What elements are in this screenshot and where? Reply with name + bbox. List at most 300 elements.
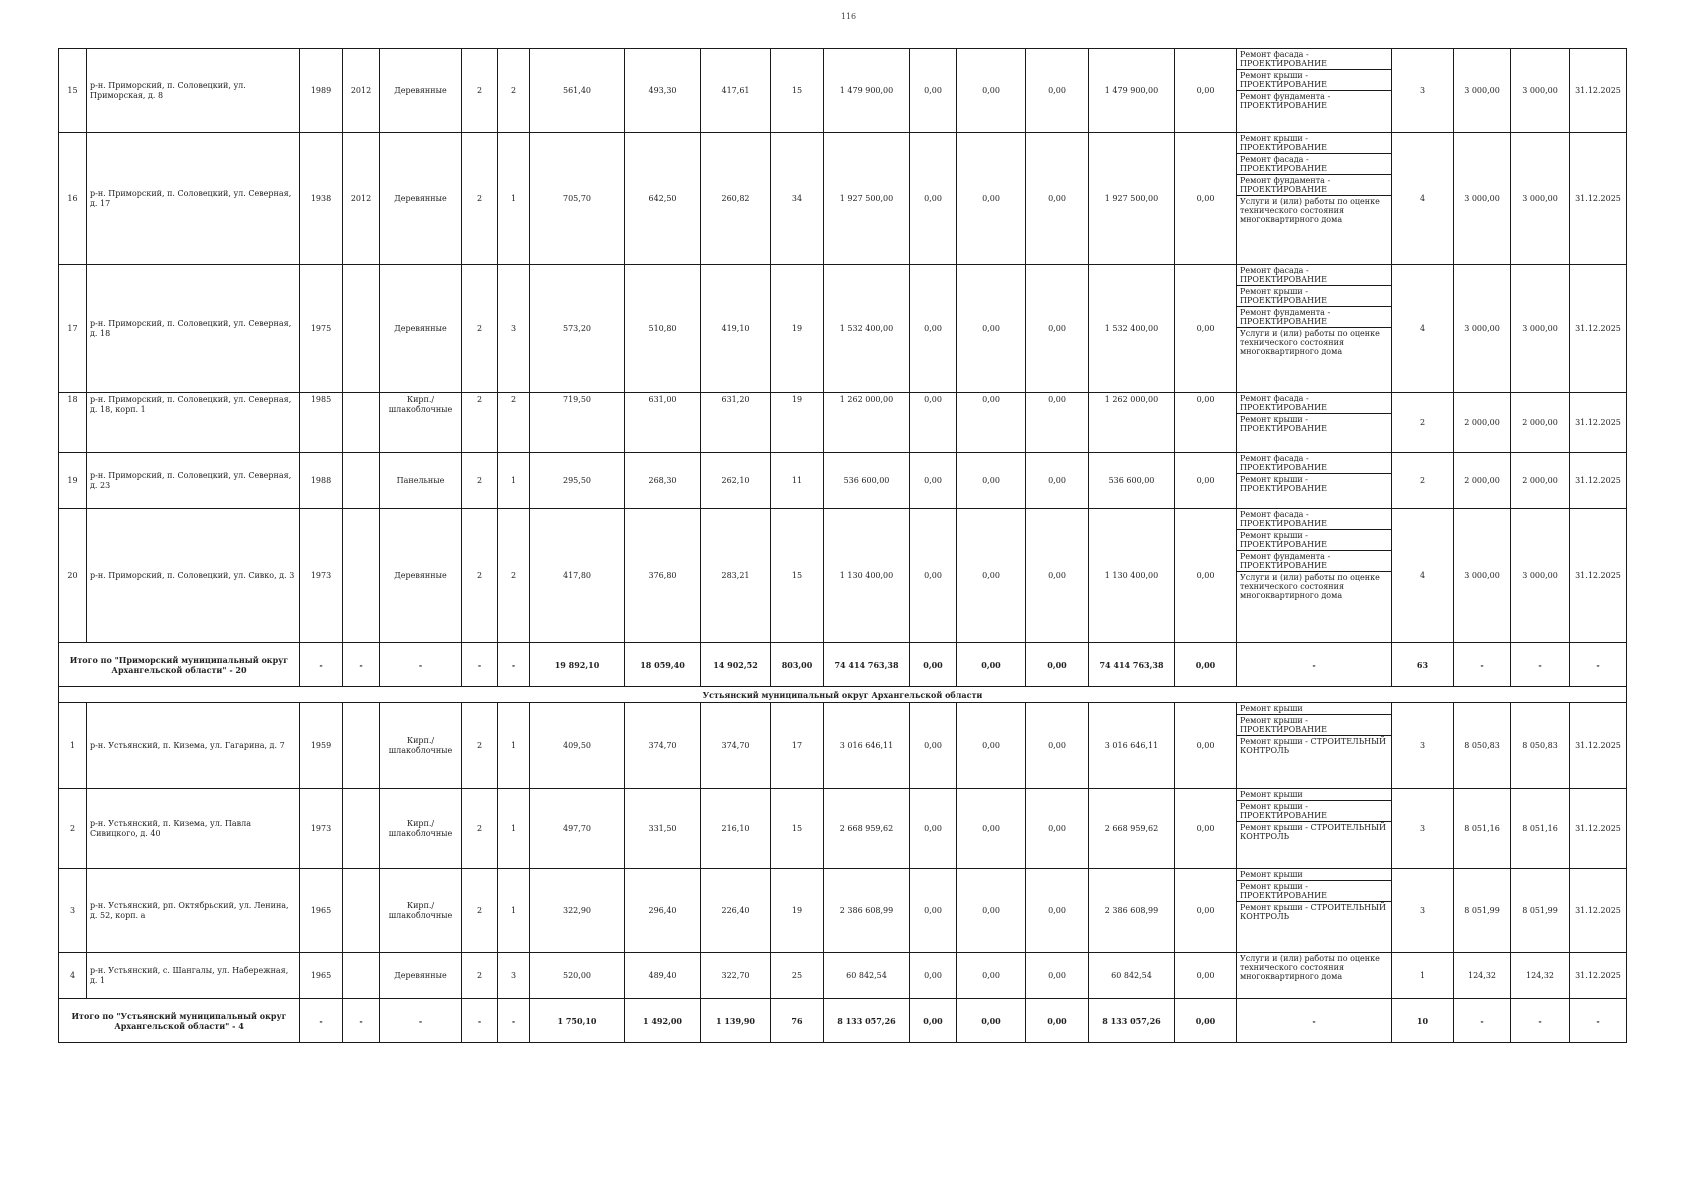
total-unit-limit-cell: - bbox=[1511, 643, 1570, 687]
total-fund-owners-cell: 74 414 763,38 bbox=[1089, 643, 1175, 687]
work-item: Ремонт крыши - ПРОЕКТИРОВАНИЕ bbox=[1240, 475, 1327, 493]
fund-fed-cell: 0,00 bbox=[910, 265, 957, 393]
area-living-cell: 489,40 bbox=[625, 953, 701, 999]
fund-owners-cell: 2 668 959,62 bbox=[1089, 789, 1175, 869]
year-built-cell: 1973 bbox=[300, 789, 343, 869]
year-overhaul-cell: 2012 bbox=[343, 49, 380, 133]
area-living-cell: 374,70 bbox=[625, 703, 701, 789]
row-number-cell: 2 bbox=[59, 789, 87, 869]
area-living-cell: 631,00 bbox=[625, 393, 701, 453]
fund-fed-cell: 0,00 bbox=[910, 869, 957, 953]
walls-cell: Кирп./ шлакоблочные bbox=[380, 789, 462, 869]
work-item: Ремонт крыши - СТРОИТЕЛЬНЫЙ КОНТРОЛЬ bbox=[1240, 903, 1386, 921]
year-built-cell: 1973 bbox=[300, 509, 343, 643]
deadline-cell: 31.12.2025 bbox=[1570, 703, 1627, 789]
works-count-cell: 3 bbox=[1392, 789, 1454, 869]
works-cell bbox=[1237, 49, 1392, 133]
fund-mun-cell: 0,00 bbox=[1026, 703, 1089, 789]
residents-cell: 15 bbox=[771, 49, 824, 133]
table-row bbox=[59, 703, 1627, 789]
address-cell: р-н. Приморский, п. Соловецкий, ул. Северная, д. 17 bbox=[87, 133, 300, 265]
fund-fed-cell: 0,00 bbox=[910, 789, 957, 869]
deadline-cell: 31.12.2025 bbox=[1570, 265, 1627, 393]
total-works-count-cell: 10 bbox=[1392, 999, 1454, 1043]
work-item: Ремонт фундамента - ПРОЕКТИРОВАНИЕ bbox=[1240, 92, 1331, 110]
cost-total-cell: 1 130 400,00 bbox=[824, 509, 910, 643]
works-count-cell: 4 bbox=[1392, 133, 1454, 265]
table-row bbox=[59, 265, 1627, 393]
walls-cell: Кирп./ шлакоблочные bbox=[380, 869, 462, 953]
residents-cell: 15 bbox=[771, 789, 824, 869]
area-residential-cell: 322,70 bbox=[701, 953, 771, 999]
deadline-cell: 31.12.2025 bbox=[1570, 133, 1627, 265]
fund-mun-cell: 0,00 bbox=[1026, 49, 1089, 133]
fund-other-cell: 0,00 bbox=[1175, 703, 1237, 789]
total-works-cell: - bbox=[1237, 999, 1392, 1043]
fund-reg-cell: 0,00 bbox=[957, 509, 1026, 643]
area-total-cell: 561,40 bbox=[530, 49, 625, 133]
unit-cost-cell: 8 051,16 bbox=[1454, 789, 1511, 869]
address-cell: р-н. Устьянский, с. Шангалы, ул. Набережная, д. 1 bbox=[87, 953, 300, 999]
entrances-cell: 1 bbox=[498, 789, 530, 869]
unit-cost-cell: 2 000,00 bbox=[1454, 393, 1511, 453]
residents-cell: 19 bbox=[771, 265, 824, 393]
works-cell bbox=[1237, 393, 1392, 453]
area-total-cell: 705,70 bbox=[530, 133, 625, 265]
fund-mun-cell: 0,00 bbox=[1026, 133, 1089, 265]
works-cell bbox=[1237, 869, 1392, 953]
unit-cost-cell: 3 000,00 bbox=[1454, 49, 1511, 133]
fund-reg-cell: 0,00 bbox=[957, 789, 1026, 869]
unit-cost-cell: 124,32 bbox=[1454, 953, 1511, 999]
row-number-cell: 3 bbox=[59, 869, 87, 953]
work-item: Ремонт крыши - ПРОЕКТИРОВАНИЕ bbox=[1240, 415, 1327, 433]
total-fund-other-cell: 0,00 bbox=[1175, 643, 1237, 687]
entrances-cell: 1 bbox=[498, 453, 530, 509]
residents-cell: 19 bbox=[771, 869, 824, 953]
work-item: Услуги и (или) работы по оценке технического состояния многоквартирного дома bbox=[1240, 954, 1380, 981]
table-row bbox=[59, 133, 1627, 265]
works-count-cell: 4 bbox=[1392, 265, 1454, 393]
work-item: Ремонт фасада - ПРОЕКТИРОВАНИЕ bbox=[1237, 265, 1391, 286]
works-list bbox=[1237, 133, 1391, 225]
residents-cell: 11 bbox=[771, 453, 824, 509]
fund-reg-cell: 0,00 bbox=[957, 869, 1026, 953]
work-item: Ремонт крыши - ПРОЕКТИРОВАНИЕ bbox=[1237, 715, 1391, 736]
fund-other-cell: 0,00 bbox=[1175, 869, 1237, 953]
work-item: Ремонт фундамента - ПРОЕКТИРОВАНИЕ bbox=[1237, 307, 1391, 328]
area-residential-cell: 216,10 bbox=[701, 789, 771, 869]
total-deadline-cell: - bbox=[1570, 643, 1627, 687]
total-row bbox=[59, 999, 1627, 1043]
residents-cell: 25 bbox=[771, 953, 824, 999]
total-works-count-cell: 63 bbox=[1392, 643, 1454, 687]
total-cost-total-cell: 74 414 763,38 bbox=[824, 643, 910, 687]
fund-reg-cell: 0,00 bbox=[957, 393, 1026, 453]
area-living-cell: 268,30 bbox=[625, 453, 701, 509]
address-cell: р-н. Устьянский, рп. Октябрьский, ул. Ленина, д. 52, корп. а bbox=[87, 869, 300, 953]
area-total-cell: 322,90 bbox=[530, 869, 625, 953]
area-living-cell: 642,50 bbox=[625, 133, 701, 265]
year-overhaul-cell bbox=[343, 453, 380, 509]
row-number-cell: 4 bbox=[59, 953, 87, 999]
fund-reg-cell: 0,00 bbox=[957, 453, 1026, 509]
fund-fed-cell: 0,00 bbox=[910, 509, 957, 643]
fund-mun-cell: 0,00 bbox=[1026, 265, 1089, 393]
table-row bbox=[59, 509, 1627, 643]
walls-cell: Кирп./ шлакоблочные bbox=[380, 393, 462, 453]
work-item: Ремонт крыши bbox=[1237, 703, 1391, 715]
year-overhaul-cell bbox=[343, 265, 380, 393]
row-number-cell: 15 bbox=[59, 49, 87, 133]
works-cell bbox=[1237, 453, 1392, 509]
unit-limit-cell: 8 050,83 bbox=[1511, 703, 1570, 789]
section-title-cell: Устьянский муниципальный округ Архангельской области bbox=[59, 687, 1627, 703]
cost-total-cell: 536 600,00 bbox=[824, 453, 910, 509]
area-residential-cell: 631,20 bbox=[701, 393, 771, 453]
total-area-total-cell: 1 750,10 bbox=[530, 999, 625, 1043]
fund-other-cell: 0,00 bbox=[1175, 49, 1237, 133]
total-works-cell: - bbox=[1237, 643, 1392, 687]
total-cost-total-cell: 8 133 057,26 bbox=[824, 999, 910, 1043]
unit-cost-cell: 3 000,00 bbox=[1454, 133, 1511, 265]
fund-reg-cell: 0,00 bbox=[957, 49, 1026, 133]
area-living-cell: 296,40 bbox=[625, 869, 701, 953]
address-cell: р-н. Приморский, п. Соловецкий, ул. Приморская, д. 8 bbox=[87, 49, 300, 133]
work-item: Ремонт крыши bbox=[1237, 789, 1391, 801]
unit-limit-cell: 3 000,00 bbox=[1511, 265, 1570, 393]
residents-cell: 17 bbox=[771, 703, 824, 789]
walls-cell: Панельные bbox=[380, 453, 462, 509]
year-overhaul-cell bbox=[343, 703, 380, 789]
walls-cell: Деревянные bbox=[380, 509, 462, 643]
area-residential-cell: 283,21 bbox=[701, 509, 771, 643]
walls-cell: Деревянные bbox=[380, 133, 462, 265]
fund-mun-cell: 0,00 bbox=[1026, 453, 1089, 509]
work-item: Ремонт крыши - ПРОЕКТИРОВАНИЕ bbox=[1237, 286, 1391, 307]
entrances-cell: 1 bbox=[498, 703, 530, 789]
area-living-cell: 331,50 bbox=[625, 789, 701, 869]
floors-cell: 2 bbox=[462, 49, 498, 133]
table-row bbox=[59, 869, 1627, 953]
fund-fed-cell: 0,00 bbox=[910, 453, 957, 509]
area-residential-cell: 419,10 bbox=[701, 265, 771, 393]
area-total-cell: 497,70 bbox=[530, 789, 625, 869]
unit-cost-cell: 2 000,00 bbox=[1454, 453, 1511, 509]
fund-fed-cell: 0,00 bbox=[910, 703, 957, 789]
residents-cell: 19 bbox=[771, 393, 824, 453]
year-built-cell: 1938 bbox=[300, 133, 343, 265]
unit-cost-cell: 3 000,00 bbox=[1454, 509, 1511, 643]
works-count-cell: 4 bbox=[1392, 509, 1454, 643]
fund-owners-cell: 1 130 400,00 bbox=[1089, 509, 1175, 643]
floors-cell: 2 bbox=[462, 393, 498, 453]
area-total-cell: 295,50 bbox=[530, 453, 625, 509]
total-year-overhaul-cell: - bbox=[343, 999, 380, 1043]
deadline-cell: 31.12.2025 bbox=[1570, 393, 1627, 453]
works-list bbox=[1237, 953, 1391, 982]
year-overhaul-cell bbox=[343, 393, 380, 453]
row-number-cell: 17 bbox=[59, 265, 87, 393]
entrances-cell: 2 bbox=[498, 509, 530, 643]
area-residential-cell: 260,82 bbox=[701, 133, 771, 265]
unit-limit-cell: 3 000,00 bbox=[1511, 509, 1570, 643]
total-floors-cell: - bbox=[462, 643, 498, 687]
fund-other-cell: 0,00 bbox=[1175, 953, 1237, 999]
year-built-cell: 1985 bbox=[300, 393, 343, 453]
cost-total-cell: 3 016 646,11 bbox=[824, 703, 910, 789]
deadline-cell: 31.12.2025 bbox=[1570, 953, 1627, 999]
fund-mun-cell: 0,00 bbox=[1026, 869, 1089, 953]
total-fund-fed-cell: 0,00 bbox=[910, 643, 957, 687]
total-fund-reg-cell: 0,00 bbox=[957, 999, 1026, 1043]
work-item: Ремонт фундамента - ПРОЕКТИРОВАНИЕ bbox=[1237, 551, 1391, 572]
walls-cell: Кирп./ шлакоблочные bbox=[380, 703, 462, 789]
total-walls-cell: - bbox=[380, 643, 462, 687]
cost-total-cell: 2 386 608,99 bbox=[824, 869, 910, 953]
total-area-living-cell: 18 059,40 bbox=[625, 643, 701, 687]
address-cell: р-н. Устьянский, п. Кизема, ул. Гагарина, д. 7 bbox=[87, 703, 300, 789]
row-number-cell: 19 bbox=[59, 453, 87, 509]
fund-mun-cell: 0,00 bbox=[1026, 789, 1089, 869]
total-label-cell: Итого по "Устьянский муниципальный округ Архангельской области" - 4 bbox=[59, 999, 300, 1043]
fund-fed-cell: 0,00 bbox=[910, 393, 957, 453]
work-item: Услуги и (или) работы по оценке технического состояния многоквартирного дома bbox=[1240, 329, 1380, 356]
work-item: Ремонт крыши - ПРОЕКТИРОВАНИЕ bbox=[1237, 133, 1391, 154]
total-fund-other-cell: 0,00 bbox=[1175, 999, 1237, 1043]
work-item: Ремонт крыши - ПРОЕКТИРОВАНИЕ bbox=[1237, 70, 1391, 91]
unit-limit-cell: 8 051,16 bbox=[1511, 789, 1570, 869]
row-number-cell: 16 bbox=[59, 133, 87, 265]
table-row bbox=[59, 49, 1627, 133]
total-label-cell: Итого по "Приморский муниципальный округ Архангельской области" - 20 bbox=[59, 643, 300, 687]
floors-cell: 2 bbox=[462, 703, 498, 789]
total-area-total-cell: 19 892,10 bbox=[530, 643, 625, 687]
work-item: Ремонт фасада - ПРОЕКТИРОВАНИЕ bbox=[1237, 154, 1391, 175]
fund-reg-cell: 0,00 bbox=[957, 265, 1026, 393]
area-residential-cell: 226,40 bbox=[701, 869, 771, 953]
year-built-cell: 1965 bbox=[300, 953, 343, 999]
table-row bbox=[59, 453, 1627, 509]
total-fund-mun-cell: 0,00 bbox=[1026, 643, 1089, 687]
total-area-residential-cell: 14 902,52 bbox=[701, 643, 771, 687]
fund-fed-cell: 0,00 bbox=[910, 133, 957, 265]
total-area-living-cell: 1 492,00 bbox=[625, 999, 701, 1043]
row-number-cell: 1 bbox=[59, 703, 87, 789]
row-number-cell: 18 bbox=[59, 393, 87, 453]
unit-limit-cell: 124,32 bbox=[1511, 953, 1570, 999]
year-built-cell: 1988 bbox=[300, 453, 343, 509]
fund-reg-cell: 0,00 bbox=[957, 133, 1026, 265]
row-number-cell: 20 bbox=[59, 509, 87, 643]
total-year-built-cell: - bbox=[300, 643, 343, 687]
fund-owners-cell: 1 927 500,00 bbox=[1089, 133, 1175, 265]
deadline-cell: 31.12.2025 bbox=[1570, 453, 1627, 509]
unit-cost-cell: 3 000,00 bbox=[1454, 265, 1511, 393]
area-residential-cell: 417,61 bbox=[701, 49, 771, 133]
address-cell: р-н. Приморский, п. Соловецкий, ул. Сивко, д. 3 bbox=[87, 509, 300, 643]
unit-limit-cell: 8 051,99 bbox=[1511, 869, 1570, 953]
unit-limit-cell: 2 000,00 bbox=[1511, 393, 1570, 453]
area-total-cell: 719,50 bbox=[530, 393, 625, 453]
unit-cost-cell: 8 051,99 bbox=[1454, 869, 1511, 953]
entrances-cell: 1 bbox=[498, 133, 530, 265]
works-list bbox=[1237, 869, 1391, 922]
work-item: Ремонт крыши - СТРОИТЕЛЬНЫЙ КОНТРОЛЬ bbox=[1240, 823, 1386, 841]
works-count-cell: 2 bbox=[1392, 453, 1454, 509]
unit-limit-cell: 3 000,00 bbox=[1511, 49, 1570, 133]
works-count-cell: 3 bbox=[1392, 703, 1454, 789]
work-item: Ремонт крыши - ПРОЕКТИРОВАНИЕ bbox=[1237, 530, 1391, 551]
address-cell: р-н. Приморский, п. Соловецкий, ул. Северная, д. 18 bbox=[87, 265, 300, 393]
area-total-cell: 573,20 bbox=[530, 265, 625, 393]
works-list bbox=[1237, 265, 1391, 357]
work-item: Ремонт фасада - ПРОЕКТИРОВАНИЕ bbox=[1237, 393, 1391, 414]
year-built-cell: 1965 bbox=[300, 869, 343, 953]
work-item: Услуги и (или) работы по оценке технического состояния многоквартирного дома bbox=[1240, 197, 1380, 224]
works-cell bbox=[1237, 703, 1392, 789]
cost-total-cell: 2 668 959,62 bbox=[824, 789, 910, 869]
fund-fed-cell: 0,00 bbox=[910, 953, 957, 999]
table-row bbox=[59, 393, 1627, 453]
total-unit-cost-cell: - bbox=[1454, 643, 1511, 687]
cost-total-cell: 1 262 000,00 bbox=[824, 393, 910, 453]
floors-cell: 2 bbox=[462, 869, 498, 953]
fund-other-cell: 0,00 bbox=[1175, 393, 1237, 453]
total-year-overhaul-cell: - bbox=[343, 643, 380, 687]
walls-cell: Деревянные bbox=[380, 265, 462, 393]
unit-limit-cell: 3 000,00 bbox=[1511, 133, 1570, 265]
cost-total-cell: 1 479 900,00 bbox=[824, 49, 910, 133]
deadline-cell: 31.12.2025 bbox=[1570, 789, 1627, 869]
deadline-cell: 31.12.2025 bbox=[1570, 509, 1627, 643]
works-list bbox=[1237, 703, 1391, 756]
unit-limit-cell: 2 000,00 bbox=[1511, 453, 1570, 509]
works-list bbox=[1237, 789, 1391, 842]
fund-reg-cell: 0,00 bbox=[957, 953, 1026, 999]
fund-owners-cell: 1 479 900,00 bbox=[1089, 49, 1175, 133]
residents-cell: 15 bbox=[771, 509, 824, 643]
fund-owners-cell: 1 532 400,00 bbox=[1089, 265, 1175, 393]
works-count-cell: 2 bbox=[1392, 393, 1454, 453]
cost-total-cell: 60 842,54 bbox=[824, 953, 910, 999]
fund-fed-cell: 0,00 bbox=[910, 49, 957, 133]
total-fund-reg-cell: 0,00 bbox=[957, 643, 1026, 687]
section-row bbox=[59, 687, 1627, 703]
address-cell: р-н. Приморский, п. Соловецкий, ул. Северная, д. 23 bbox=[87, 453, 300, 509]
deadline-cell: 31.12.2025 bbox=[1570, 49, 1627, 133]
fund-owners-cell: 3 016 646,11 bbox=[1089, 703, 1175, 789]
total-floors-cell: - bbox=[462, 999, 498, 1043]
unit-cost-cell: 8 050,83 bbox=[1454, 703, 1511, 789]
floors-cell: 2 bbox=[462, 265, 498, 393]
work-item: Ремонт крыши - ПРОЕКТИРОВАНИЕ bbox=[1237, 801, 1391, 822]
total-entrances-cell: - bbox=[498, 999, 530, 1043]
floors-cell: 2 bbox=[462, 789, 498, 869]
total-residents-cell: 76 bbox=[771, 999, 824, 1043]
fund-other-cell: 0,00 bbox=[1175, 133, 1237, 265]
works-cell bbox=[1237, 265, 1392, 393]
works-cell bbox=[1237, 133, 1392, 265]
floors-cell: 2 bbox=[462, 953, 498, 999]
year-built-cell: 1959 bbox=[300, 703, 343, 789]
fund-owners-cell: 536 600,00 bbox=[1089, 453, 1175, 509]
total-unit-limit-cell: - bbox=[1511, 999, 1570, 1043]
work-item: Ремонт фасада - ПРОЕКТИРОВАНИЕ bbox=[1237, 509, 1391, 530]
area-living-cell: 376,80 bbox=[625, 509, 701, 643]
total-area-residential-cell: 1 139,90 bbox=[701, 999, 771, 1043]
overhaul-register-table bbox=[58, 48, 1627, 1043]
work-item: Ремонт крыши - СТРОИТЕЛЬНЫЙ КОНТРОЛЬ bbox=[1240, 737, 1386, 755]
year-built-cell: 1989 bbox=[300, 49, 343, 133]
works-list bbox=[1237, 393, 1391, 434]
works-cell bbox=[1237, 953, 1392, 999]
fund-reg-cell: 0,00 bbox=[957, 703, 1026, 789]
fund-mun-cell: 0,00 bbox=[1026, 509, 1089, 643]
year-overhaul-cell: 2012 bbox=[343, 133, 380, 265]
address-cell: р-н. Приморский, п. Соловецкий, ул. Северная, д. 18, корп. 1 bbox=[87, 393, 300, 453]
works-count-cell: 3 bbox=[1392, 869, 1454, 953]
total-entrances-cell: - bbox=[498, 643, 530, 687]
entrances-cell: 3 bbox=[498, 265, 530, 393]
residents-cell: 34 bbox=[771, 133, 824, 265]
fund-other-cell: 0,00 bbox=[1175, 509, 1237, 643]
works-cell bbox=[1237, 789, 1392, 869]
fund-owners-cell: 60 842,54 bbox=[1089, 953, 1175, 999]
total-fund-fed-cell: 0,00 bbox=[910, 999, 957, 1043]
fund-owners-cell: 1 262 000,00 bbox=[1089, 393, 1175, 453]
area-living-cell: 510,80 bbox=[625, 265, 701, 393]
fund-owners-cell: 2 386 608,99 bbox=[1089, 869, 1175, 953]
total-row bbox=[59, 643, 1627, 687]
total-deadline-cell: - bbox=[1570, 999, 1627, 1043]
year-overhaul-cell bbox=[343, 953, 380, 999]
works-list bbox=[1237, 453, 1391, 494]
area-living-cell: 493,30 bbox=[625, 49, 701, 133]
total-fund-mun-cell: 0,00 bbox=[1026, 999, 1089, 1043]
works-cell bbox=[1237, 509, 1392, 643]
fund-other-cell: 0,00 bbox=[1175, 789, 1237, 869]
cost-total-cell: 1 927 500,00 bbox=[824, 133, 910, 265]
fund-mun-cell: 0,00 bbox=[1026, 953, 1089, 999]
floors-cell: 2 bbox=[462, 509, 498, 643]
page-number: 116 bbox=[840, 12, 857, 21]
area-total-cell: 409,50 bbox=[530, 703, 625, 789]
area-total-cell: 417,80 bbox=[530, 509, 625, 643]
year-overhaul-cell bbox=[343, 789, 380, 869]
deadline-cell: 31.12.2025 bbox=[1570, 869, 1627, 953]
works-list bbox=[1237, 49, 1391, 111]
total-residents-cell: 803,00 bbox=[771, 643, 824, 687]
walls-cell: Деревянные bbox=[380, 953, 462, 999]
entrances-cell: 2 bbox=[498, 393, 530, 453]
works-list bbox=[1237, 509, 1391, 601]
year-overhaul-cell bbox=[343, 509, 380, 643]
area-residential-cell: 262,10 bbox=[701, 453, 771, 509]
fund-other-cell: 0,00 bbox=[1175, 453, 1237, 509]
area-total-cell: 520,00 bbox=[530, 953, 625, 999]
table-row bbox=[59, 789, 1627, 869]
year-built-cell: 1975 bbox=[300, 265, 343, 393]
work-item: Услуги и (или) работы по оценке технического состояния многоквартирного дома bbox=[1240, 573, 1380, 600]
total-walls-cell: - bbox=[380, 999, 462, 1043]
works-count-cell: 1 bbox=[1392, 953, 1454, 999]
address-cell: р-н. Устьянский, п. Кизема, ул. Павла Сивицкого, д. 40 bbox=[87, 789, 300, 869]
works-count-cell: 3 bbox=[1392, 49, 1454, 133]
work-item: Ремонт крыши bbox=[1237, 869, 1391, 881]
fund-other-cell: 0,00 bbox=[1175, 265, 1237, 393]
total-year-built-cell: - bbox=[300, 999, 343, 1043]
